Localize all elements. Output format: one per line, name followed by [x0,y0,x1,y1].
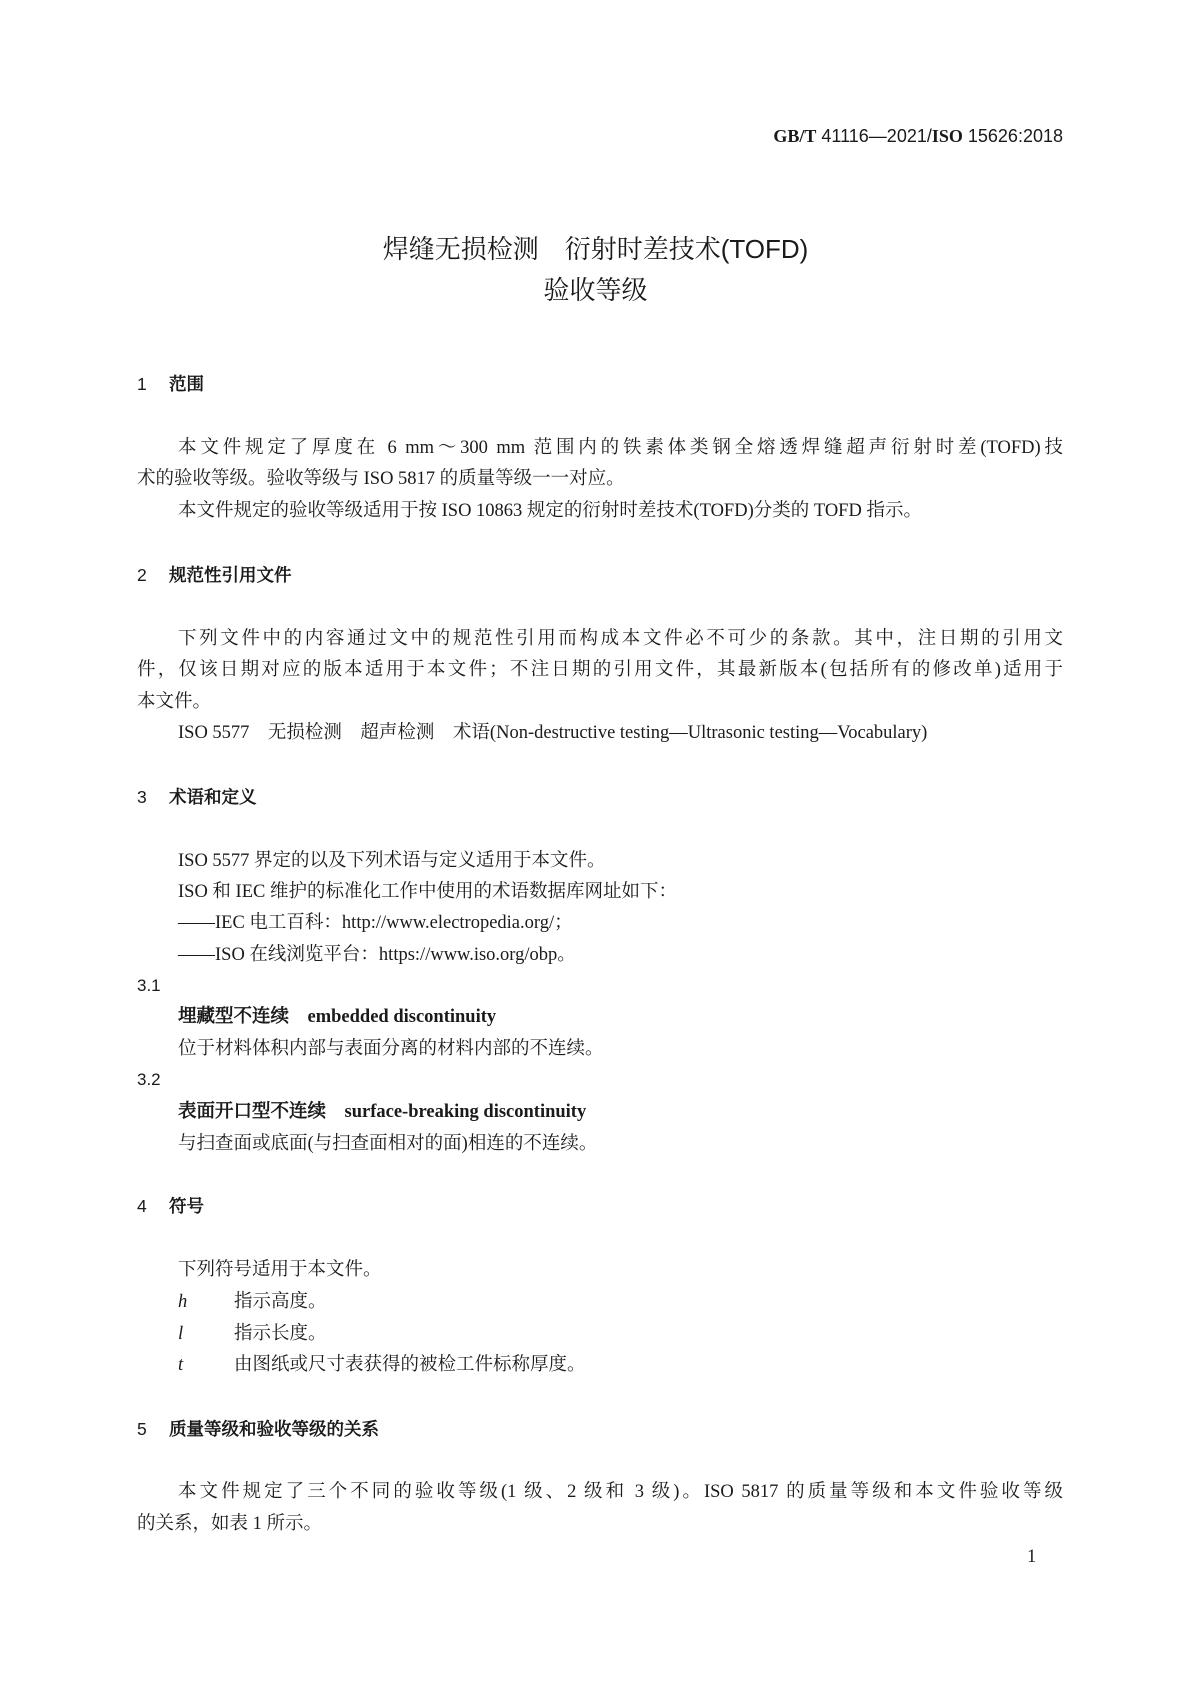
page-number: 1 [1027,1547,1037,1567]
paragraph-line: 下列文件中的内容通过文中的规范性引用而构成本文件必不可少的条款。其中，注日期的引用文 [178,629,1063,649]
term-title: 埋藏型不连续 embedded discontinuity [178,1007,497,1027]
paragraph-line: 件，仅该日期对应的版本适用于本文件；不注日期的引用文件，其最新版本(包括所有的修改单)适用于 [137,660,1063,680]
section-heading-1: 1 范围 [137,374,204,394]
section-heading-4: 4 符号 [137,1196,204,1216]
paragraph-line: 本文件规定了三个不同的验收等级(1 级、2 级和 3 级)。ISO 5817 的质量等级和本文件验收等级 [178,1482,1063,1502]
paragraph-line: ISO 和 IEC 维护的标准化工作中使用的术语数据库网址如下： [178,882,677,902]
symbol-row: l 指示长度。 [178,1324,327,1344]
term-definition: 位于材料体积内部与表面分离的材料内部的不连续。 [178,1039,604,1059]
symbol-row: t 由图纸或尺寸表获得的被检工件标称厚度。 [178,1355,586,1375]
paragraph-line: 术的验收等级。验收等级与 ISO 5817 的质量等级一一对应。 [137,469,625,489]
iso-obp-link[interactable]: ——ISO 在线浏览平台：https://www.iso.org/obp。 [178,945,576,965]
section-heading-5: 5 质量等级和验收等级的关系 [137,1419,379,1439]
section-heading-3: 3 术语和定义 [137,787,257,807]
paragraph-line: 的关系，如表 1 所示。 [137,1514,323,1534]
section-heading-2: 2 规范性引用文件 [137,565,292,585]
paragraph-line: ISO 5577 界定的以及下列术语与定义适用于本文件。 [178,851,606,871]
document-subtitle: 验收等级 [543,275,648,305]
paragraph-line: 本文件。 [137,692,212,712]
electropedia-link[interactable]: ——IEC 电工百科：http://www.electropedia.org/； [178,913,573,933]
symbol-row: h 指示高度。 [178,1292,327,1312]
term-definition: 与扫查面或底面(与扫查面相对的面)相连的不连续。 [178,1134,598,1154]
term-number: 3.2 [137,1070,161,1089]
document-title: 焊缝无损检测 衍射时差技术(TOFD) [382,234,809,264]
term-number: 3.1 [137,976,161,995]
paragraph-line: 本文件规定了厚度在 6 mm～300 mm 范围内的铁素体类钢全熔透焊缝超声衍射时差(TOFD)技 [178,438,1063,458]
paragraph-line: 下列符号适用于本文件。 [178,1260,382,1280]
normative-reference: ISO 5577 无损检测 超声检测 术语(Non-destructive testing—Ultrasonic testing—Vocabulary) [178,723,928,743]
document-code: GB/T 41116—2021/ISO 15626:2018 [773,126,1063,146]
term-title: 表面开口型不连续 surface-breaking discontinuity [178,1102,587,1122]
paragraph-line: 本文件规定的验收等级适用于按 ISO 10863 规定的衍射时差技术(TOFD)分类的 TOFD 指示。 [178,501,922,521]
